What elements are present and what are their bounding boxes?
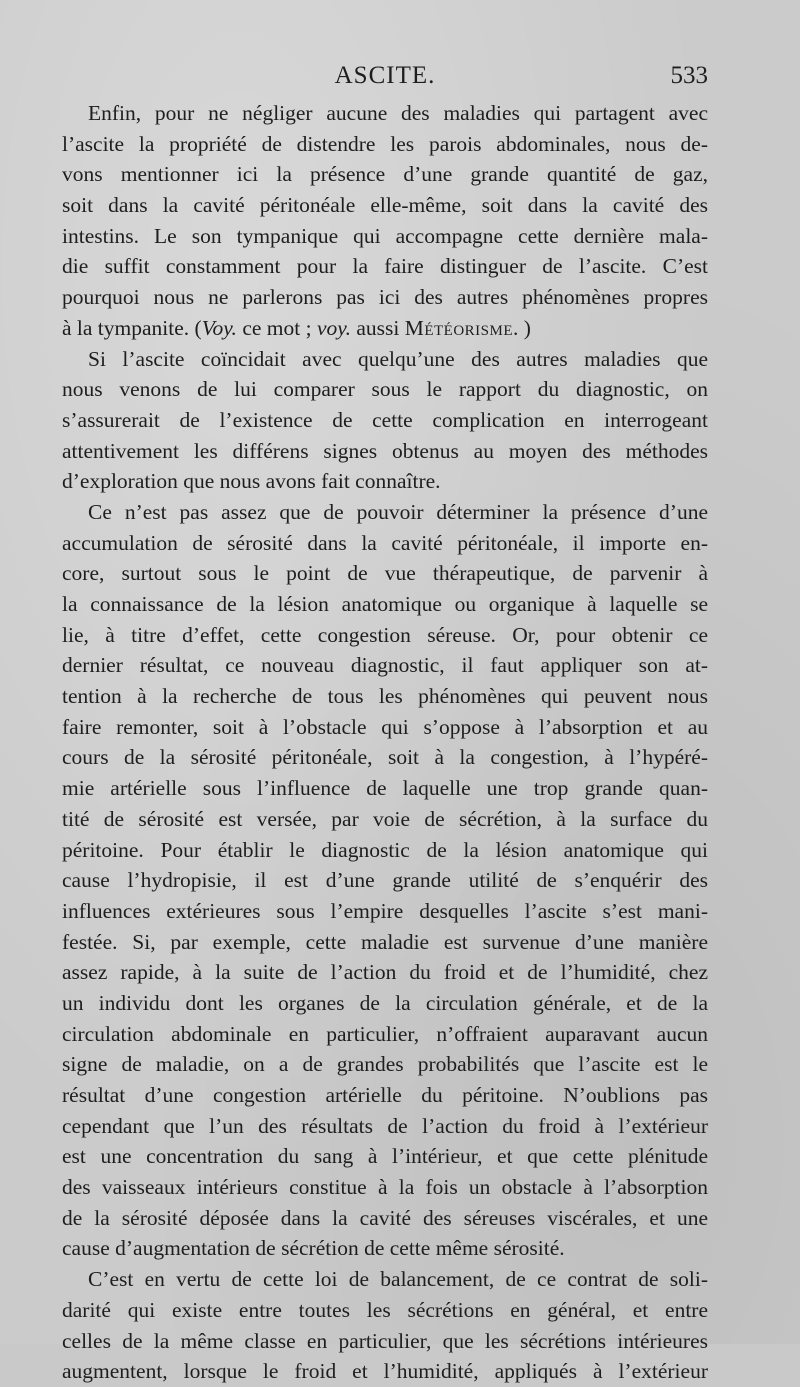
text-line: influences extérieures sous l’empire desquelles l’ascite s’est mani- [62, 898, 708, 923]
text-line: nous venons de lui comparer sous le rapport du diagnostic, on [62, 377, 708, 402]
text-run: . ) [513, 315, 531, 340]
text-run: à la tympanite. ( [62, 315, 202, 340]
running-head [62, 62, 708, 98]
text-line: cependant que l’un des résultats de l’action du froid à l’extérieur [62, 1113, 708, 1138]
text-run-small-caps: Météorisme [404, 315, 514, 340]
text-line: signe de maladie, on a de grandes probabilités que l’ascite est le [62, 1052, 708, 1077]
page-number: 533 [670, 62, 708, 89]
text-line: attentivement les différens signes obtenus au moyen des méthodes [62, 438, 708, 463]
text-line: la connaissance de la lésion anatomique ou organique à laquelle se [62, 592, 708, 616]
text-line: un individu dont les organes de la circulation générale, et de la [62, 990, 708, 1015]
text-line: l’ascite la propriété de distendre les parois abdominales, nous de- [62, 131, 708, 156]
text-line: d’exploration que nous avons fait connaître. [62, 469, 441, 494]
text-line: die suffit constamment pour la faire distinguer de l’ascite. C’est [62, 254, 708, 279]
text-line: soit dans la cavité péritonéale elle-même, soit dans la cavité des [62, 193, 708, 218]
text-line: augmentent, lorsque le froid et l’humidité, appliqués à l’extérieur [62, 1359, 708, 1384]
text-line: est une concentration du sang à l’intérieur, et que cette plénitude [62, 1144, 708, 1169]
text-line: résultat d’une congestion artérielle du péritoine. N’oublions pas [62, 1083, 708, 1107]
text-line: Ce n’est pas assez que de pouvoir déterminer la présence d’une [88, 499, 708, 524]
text-line: faire remonter, soit à l’obstacle qui s’oppose à l’absorption et au [62, 714, 708, 739]
text-line: festée. Si, par exemple, cette maladie est survenue d’une manière [62, 929, 708, 954]
text-line: core, surtout sous le point de vue thérapeutique, de parvenir à [62, 561, 708, 586]
text-line: pourquoi nous ne parlerons pas ici des autres phénomènes propres [62, 285, 708, 310]
text-line: tention à la recherche de tous les phénomènes qui peuvent nous [62, 684, 708, 709]
text-line: assez rapide, à la suite de l’action du froid et de l’humidité, chez [62, 960, 708, 985]
text-run-italic: voy. [316, 315, 351, 340]
text-line: Enfin, pour ne négliger aucune des maladies qui partagent avec [88, 101, 708, 125]
text-line: de la sérosité déposée dans la cavité des séreuses viscérales, et une [62, 1205, 708, 1230]
text-line: celles de la même classe en particulier, que les sécrétions intérieures [62, 1328, 708, 1353]
text-line: s’assurerait de l’existence de cette complication en interrogeant [62, 407, 708, 432]
text-line: C’est en vertu de cette loi de balancement, de ce contrat de soli- [88, 1267, 708, 1292]
text-line: darité qui existe entre toutes les sécrétions en général, et entre [62, 1297, 708, 1322]
text-line: cause l’hydropisie, il est d’une grande utilité de s’enquérir des [62, 868, 708, 893]
text-line: péritoine. Pour établir le diagnostic de la lésion anatomique qui [62, 837, 708, 862]
text-line: des vaisseaux intérieurs constitue à la fois un obstacle à l’absorption [62, 1175, 708, 1200]
body-text [62, 98, 708, 1387]
text-line: intestins. Le son tympanique qui accompagne cette dernière mala- [62, 223, 708, 248]
text-line: Si l’ascite coïncidait avec quelqu’une des autres maladies que [88, 346, 708, 371]
text-line: dernier résultat, ce nouveau diagnostic, il faut appliquer son at- [62, 653, 708, 678]
text-line: lie, à titre d’effet, cette congestion séreuse. Or, pour obtenir ce [62, 622, 708, 647]
text-line: cours de la sérosité péritonéale, soit à la congestion, à l’hypéré- [62, 745, 708, 770]
text-line: vons mentionner ici la présence d’une grande quantité de gaz, [62, 162, 708, 187]
text-line: mie artérielle sous l’influence de laquelle une trop grande quan- [62, 776, 708, 801]
text-run: ce mot ; [236, 315, 317, 340]
text-line [62, 313, 708, 344]
text-line: tité de sérosité est versée, par voie de sécrétion, à la surface du [62, 806, 708, 831]
text-line: circulation abdominale en particulier, n’offraient auparavant aucun [62, 1021, 708, 1046]
text-run-italic: Voy. [201, 315, 237, 340]
text-line: cause d’augmentation de sécrétion de cette même sérosité. [62, 1236, 565, 1261]
text-line: accumulation de sérosité dans la cavité péritonéale, il importe en- [62, 530, 708, 555]
text-run: aussi [350, 315, 405, 340]
running-title: ASCITE. [334, 62, 436, 89]
